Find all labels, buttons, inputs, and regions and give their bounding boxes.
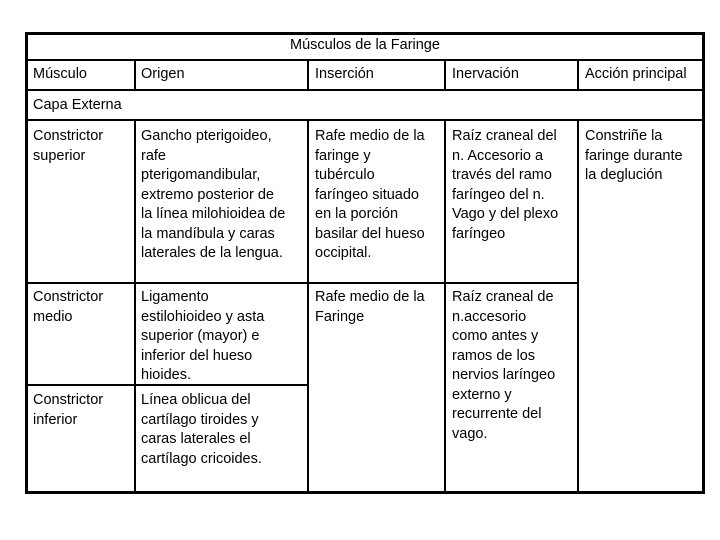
divider [444, 59, 446, 90]
header-musculo: Músculo [33, 66, 87, 82]
row2-innervation: Raíz craneal de n.accesorio como antes y ramos de los nervios laríngeo externo y recurrente del vago. [452, 289, 556, 442]
row2-muscle: Constrictor medio [33, 289, 104, 325]
row3-muscle: Constrictor inferior [33, 392, 104, 428]
divider [307, 119, 309, 491]
section-label: Capa Externa [33, 97, 122, 113]
divider [134, 119, 136, 491]
header-insercion: Inserción [315, 66, 374, 82]
divider [577, 59, 579, 90]
divider [25, 119, 705, 121]
header-origen: Origen [141, 66, 185, 82]
action-principal: Constriñe la faringe durante la deglución [585, 128, 683, 183]
header-inervacion: Inervación [452, 66, 519, 82]
table-title: Músculos de la Faringe [290, 37, 440, 53]
row2-origin: Ligamento estilohioideo y asta superior (mayor) e inferior del hueso hioides. [141, 289, 265, 383]
row1-innervation: Raíz craneal del n. Accesorio a través del ramo faríngeo del n. Vago y del plexo faríngeo [452, 128, 559, 242]
divider [134, 59, 136, 90]
row3-origin: Línea oblicua del cartílago tiroides y caras laterales el cartílago cricoides. [141, 392, 262, 467]
row1-muscle: Constrictor superior [33, 128, 104, 164]
divider [25, 282, 579, 284]
divider [444, 119, 446, 491]
header-accion: Acción principal [585, 66, 687, 82]
row1-insertion: Rafe medio de la faringe y tubérculo faríngeo situado en la porción basilar del hueso occipital. [315, 128, 425, 261]
divider [25, 59, 705, 61]
row1-origin: Gancho pterigoideo, rafe pterigomandibular, extremo posterior de la línea milohioidea de la mandíbula y caras laterales de la lengua. [141, 128, 286, 261]
divider [25, 89, 705, 91]
divider [577, 119, 579, 491]
divider [307, 59, 309, 90]
row2-insertion: Rafe medio de la Faringe [315, 289, 425, 325]
